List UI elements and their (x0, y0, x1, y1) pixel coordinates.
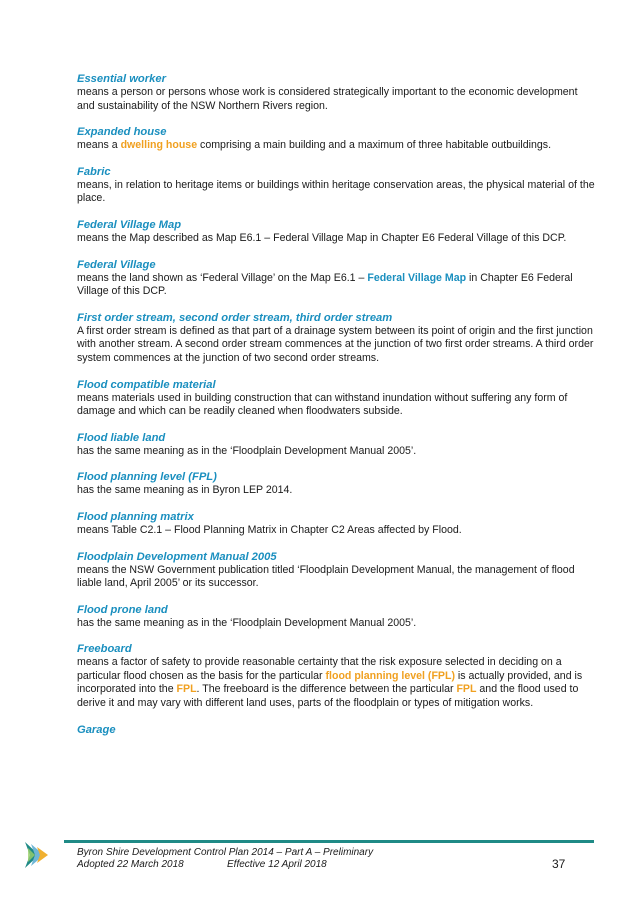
definition-entry (77, 551, 597, 591)
definition-text-part: . The freeboard is the difference between the particular (196, 683, 457, 696)
definition-term: Federal Village Map (77, 218, 182, 231)
definition-text-part: means the NSW Government publication titled ‘Floodplain Development Manual, the management of flood liable land, April 2005’ or its successor. (77, 563, 575, 590)
definition-text-part: means a (77, 139, 121, 152)
definition-entry (77, 643, 597, 710)
definition-text-part: means materials used in building construction that can withstand inundation without suffering any form of damage and which can be readily cleaned when floodwaters subside. (77, 391, 568, 418)
definition-entry (77, 259, 597, 299)
definition-entry (77, 312, 597, 366)
federal-village-map-link[interactable]: Federal Village Map (367, 271, 467, 284)
definition-term: Garage (77, 723, 116, 736)
definition-term: Flood prone land (77, 603, 168, 616)
definition-term: Flood planning matrix (77, 510, 194, 523)
definition-text (77, 179, 597, 206)
definition-text-part: means the land shown as ‘Federal Village’ on the Map E6.1 – (77, 271, 368, 284)
definition-entry (77, 126, 597, 153)
definition-text (77, 86, 597, 113)
definition-text (77, 272, 597, 299)
definition-entry (77, 219, 597, 246)
definition-text-part: has the same meaning as in the ‘Floodplain Development Manual 2005’. (77, 616, 417, 629)
definition-text-part: means, in relation to heritage items or buildings within heritage conservation areas, the physical material of the place. (77, 178, 595, 205)
footer-effective-date: Effective 12 April 2018 (227, 859, 327, 870)
definition-term: Freeboard (77, 643, 132, 656)
definition-entry (77, 379, 597, 419)
definition-text (77, 392, 597, 419)
page-number: 37 (552, 857, 566, 871)
footer-adopted-date: Adopted 22 March 2018 (77, 859, 184, 870)
definition-entry (77, 73, 597, 113)
definition-text (77, 445, 597, 459)
footer-document-title: Byron Shire Development Control Plan 2014 – Part A – Preliminary (77, 847, 374, 858)
definition-text-part: comprising a main building and a maximum of three habitable outbuildings. (197, 139, 552, 152)
definition-term: Floodplain Development Manual 2005 (77, 550, 277, 563)
definition-text (77, 617, 597, 631)
definition-term: First order stream, second order stream, third order stream (77, 311, 393, 324)
definition-text-part: means a person or persons whose work is considered strategically important to the economic development and sustainability of the NSW Northern Rivers region. (77, 86, 578, 112)
definition-text-part: has the same meaning as in the ‘Floodplain Development Manual 2005’. (77, 444, 417, 457)
definition-text-part: is actually provided, and is incorporated into the (77, 669, 583, 696)
fpl-link[interactable]: FPL (456, 683, 477, 696)
definition-text (77, 656, 597, 710)
definition-entry (77, 511, 597, 538)
definitions-list (77, 73, 597, 750)
definition-text (77, 139, 597, 153)
definition-term: Essential worker (77, 73, 166, 85)
definition-term: Federal Village (77, 258, 156, 271)
definition-text-part: in Chapter E6 Federal Village of this DCP. (77, 271, 573, 298)
footer-rule (64, 840, 594, 843)
definition-term: Expanded house (77, 126, 167, 139)
definition-text (77, 325, 597, 366)
definition-entry (77, 604, 597, 631)
definition-text-part: and the flood used to derive it and may vary with different land uses, parts of the floodplain or types of mitigation works. (77, 683, 579, 710)
definition-entry (77, 166, 597, 206)
definition-term: Flood liable land (77, 431, 166, 444)
definition-term: Flood planning level (FPL) (77, 471, 217, 484)
definition-text-part: means Table C2.1 – Flood Planning Matrix in Chapter C2 Areas affected by Flood. (77, 523, 462, 536)
definition-term: Flood compatible material (77, 378, 216, 391)
fpl-link[interactable]: FPL (176, 683, 197, 696)
definition-text (77, 524, 597, 538)
dwelling-house-link[interactable]: dwelling house (120, 139, 198, 152)
definition-entry (77, 471, 597, 498)
definition-text (77, 232, 597, 246)
council-logo-icon (22, 838, 52, 872)
definition-term: Fabric (77, 165, 111, 178)
definition-entry (77, 432, 597, 459)
definition-text-part: means a factor of safety to provide reasonable certainty that the risk exposure selected in deciding on a particular flood chosen as the basis for the particular (77, 656, 562, 682)
definition-text-part: A first order stream is defined as that part of a drainage system between its point of origin and the first junction with another stream. A second order stream commences at the junction of two first order streams. A third order system commences at the junction of two second order streams. (77, 324, 594, 364)
definition-text (77, 484, 597, 498)
flood-planning-level-link[interactable]: flood planning level (FPL) (325, 669, 455, 682)
definition-text-part: has the same meaning as in Byron LEP 2014. (77, 484, 293, 497)
definition-entry (77, 724, 597, 737)
definition-text (77, 564, 597, 591)
definition-text-part: means the Map described as Map E6.1 – Federal Village Map in Chapter E6 Federal Village of this DCP. (77, 231, 567, 244)
